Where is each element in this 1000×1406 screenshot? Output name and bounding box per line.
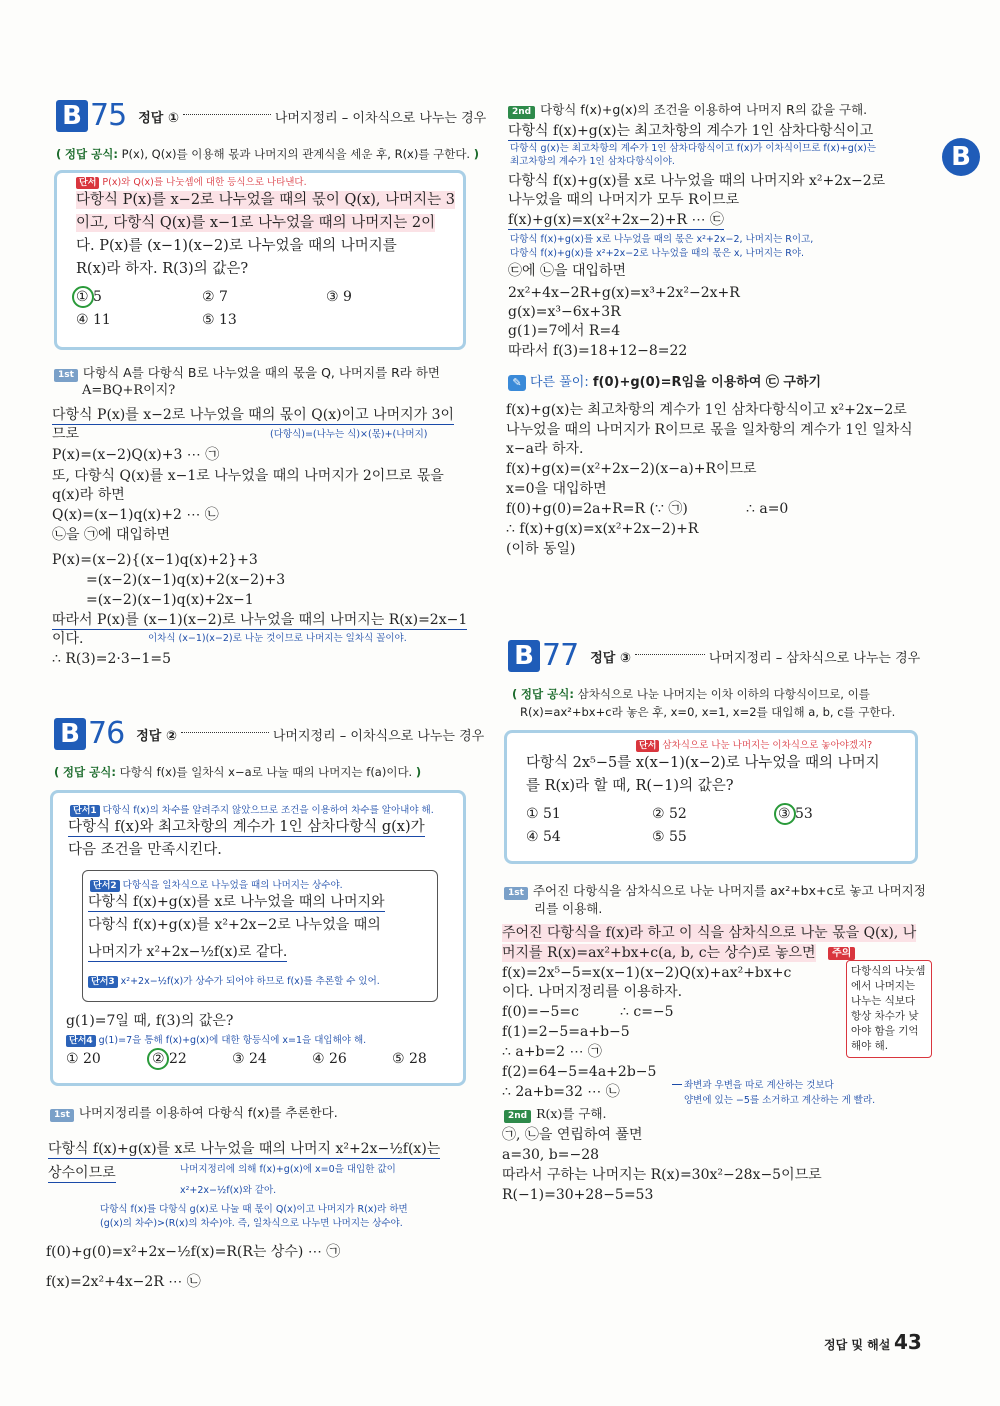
problem-76-header [54,718,484,750]
choice-1[interactable]: ① 20 [66,1051,101,1067]
formula-line: ( 정답 공식: 다항식 f(x)를 일차식 x−a로 나눌 때의 나머지는 f(a)이다. ) [54,765,422,779]
topic-label: 나머지정리 – 삼차식으로 나누는 경우 [708,650,921,666]
solution-line: f(x)=2x²+4x−2R ⋯ ㉡ [46,1274,201,1290]
condition-text: 나머지가 x²+2x−½f(x)로 같다. [88,944,288,960]
step-2nd: 2nd 다항식 f(x)+g(x)의 조건을 이용하여 나머지 R의 값을 구해. [508,101,867,119]
choice-3[interactable]: ③ 24 [232,1051,267,1067]
solution-line: 다항식 f(x)+g(x)를 x로 나누었을 때의 나머지와 x²+2x−2로 [508,173,886,189]
step-1st: 1st 나머지정리를 이용하여 다항식 f(x)를 추론한다. [50,1104,338,1122]
solution-line: P(x)=(x−2)Q(x)+3 ⋯ ㉠ [52,447,220,463]
alt-line: ∴ f(x)+g(x)=x(x²+2x−2)+R [506,521,699,537]
problem-text: 다음 조건을 만족시킨다. [68,842,222,858]
solution-line: ∴ 2a+b=32 ⋯ ㉡ [502,1084,620,1100]
topic-label: 나머지정리 – 이차식으로 나누는 경우 [272,728,485,744]
alt-line: (이하 동일) [506,541,576,557]
solution-line: 상수이므로 [48,1165,116,1181]
problem-text: 다항식 2x⁵−5를 x(x−1)(x−2)로 나누었을 때의 나머지 [526,755,880,771]
alt-line: ∴ a=0 [746,501,789,517]
solution-note: 다항식 f(x)를 다항식 g(x)로 나눌 때 몫이 Q(x)이고 나머지가 R(x)라 하면 [100,1204,408,1215]
solution-line: f(1)=2−5=a+b−5 [502,1024,630,1040]
alt-line: f(x)+g(x)는 최고차항의 계수가 1인 삼차다항식이고 x²+2x−2로 [506,402,907,418]
solution-line: 따라서 f(3)=18+12−8=22 [508,343,688,359]
choice-4[interactable]: ④ 54 [526,829,561,845]
solution-line: f(2)=64−5=4a+2b−5 [502,1064,657,1080]
condition-text: 다항식 f(x)+g(x)를 x로 나누었을 때의 나머지와 [88,894,385,910]
solution-line: 다항식 f(x)+g(x)는 최고차항의 계수가 1인 삼차다항식이고 [508,123,874,139]
solution-line: 이다. [52,631,84,647]
formula-line: ( 정답 공식: 삼차식으로 나눈 나머지는 이차 이하의 다항식이므로, 이를 [512,687,870,701]
level-badge: B [54,718,86,750]
side-section-badge: B [942,138,980,176]
alt-solution-icon: ✎ [508,375,526,391]
solution-line: f(0)=−5=c [502,1004,579,1020]
step-2nd: 2nd R(x)를 구해. [504,1105,607,1123]
correct-answer-circle [147,1048,169,1070]
caution-tag: 주의 [828,947,855,960]
choice-5[interactable]: ⑤ 13 [202,312,237,328]
step-1st: 1st 다항식 A를 다항식 B로 나누었을 때의 몫을 Q, 나머지를 R라 하면 [54,364,440,382]
choice-2[interactable]: ② 22 [152,1051,187,1067]
step-1st: 1st 주어진 다항식을 삼차식으로 나눈 나머지를 ax²+bx+c로 놓고 나머지정 [504,882,926,900]
solution-line: ∴ R(3)=2·3−1=5 [52,651,171,667]
solution-line: g(x)=x³−6x+3R [508,304,621,320]
problem-number: 75 [90,98,127,133]
choice-3[interactable]: ③ 53 [778,806,813,822]
solution-line: ㉠, ㉡을 연립하여 풀면 [502,1127,643,1143]
level-badge: B [56,100,88,132]
problem-number: 77 [542,638,579,673]
solution-line: 따라서 P(x)를 (x−1)(x−2)로 나누었을 때의 나머지는 R(x)=2x−1 [52,612,468,628]
choice-2[interactable]: ② 7 [202,289,228,305]
choice-3[interactable]: ③ 9 [326,289,352,305]
solution-line: 또, 다항식 Q(x)를 x−1로 나누었을 때의 나머지가 2이므로 몫을 [52,468,444,484]
hint-76-2: 단서2 다항식을 일차식으로 나누었을 때의 나머지는 상수야. [90,880,343,892]
question-text: g(1)=7일 때, f(3)의 값은? [66,1013,234,1029]
alt-line: f(x)+g(x)=(x²+2x−2)(x−a)+R이므로 [506,461,757,477]
alt-line: x−a라 하자. [506,441,584,457]
solution-line: g(1)=7에서 R=4 [508,323,621,339]
solution-note: 다항식 f(x)+g(x)를 x로 나누었을 때의 몫은 x²+2x−2, 나머지는 R이고, [510,234,814,245]
problem-number: 76 [88,716,125,751]
footer-label: 정답 및 해설 [824,1338,891,1352]
solution-line: f(x)=2x⁵−5=x(x−1)(x−2)Q(x)+ax²+bx+c [502,965,792,981]
solution-note: 나머지정리에 의해 f(x)+g(x)에 x=0을 대입한 값이 [180,1164,396,1175]
level-badge: B [508,640,540,672]
arrow-line [672,1084,682,1085]
choice-5[interactable]: ⑤ 55 [652,829,687,845]
choice-5[interactable]: ⑤ 28 [392,1051,427,1067]
correct-answer-circle [72,286,94,308]
solution-line: R(−1)=30+28−5=53 [502,1187,654,1203]
solution-line: P(x)=(x−2){(x−1)q(x)+2}+3 [52,552,258,568]
solution-note: x²+2x−½f(x)와 같아. [180,1185,277,1196]
correct-answer-circle [774,803,796,825]
caution-note: 다항식의 나눗셈에서 나머지는 나누는 식보다 항상 차수가 낮아야 함을 기억해야 해. [846,960,932,1058]
problem-77-header [508,640,920,672]
hint-76-1: 단서1 다항식 f(x)의 차수를 알려주지 않았으므로 조건을 이용하여 차수를 알아내야 해. [70,805,434,817]
solution-note: 다항식 f(x)+g(x)를 x²+2x−2로 나누었을 때의 몫은 x, 나머지는 R야. [510,248,805,259]
choice-1[interactable]: ① 51 [526,806,561,822]
alt-line: x=0을 대입하면 [506,481,607,497]
alt-line: f(0)+g(0)=2a+R=R (∵ ㉠) [506,501,688,517]
step-1st-cont: 리를 이용해. [534,901,603,916]
arrow-note: 좌변과 우변을 따로 계산하는 것보다 [684,1080,834,1091]
solution-line: 다항식 P(x)를 x−2로 나누었을 때의 몫이 Q(x)이고 나머지가 3이 [52,407,455,423]
answer-label: 정답 ② [136,728,177,744]
solution-line: 주어진 다항식을 f(x)라 하고 이 식을 삼차식으로 나눈 몫을 Q(x), 나 [502,925,917,941]
choice-4[interactable]: ④ 26 [312,1051,347,1067]
solution-line: ㉢에 ㉡을 대입하면 [508,263,627,279]
problem-text: 를 R(x)라 할 때, R(−1)의 값은? [526,778,734,794]
hint-76-3: 단서3 x²+2x−½f(x)가 상수가 되어야 하므로 f(x)를 추론할 수 있어. [88,976,380,988]
page-number: 43 [894,1330,922,1354]
solution-line: 따라서 구하는 나머지는 R(x)=30x²−28x−5이므로 [502,1167,822,1183]
hint-75: 단서 P(x)와 Q(x)를 나눗셈에 대한 등식으로 나타낸다. [76,177,307,189]
choice-1[interactable]: ① 5 [76,289,102,305]
solution-line: ∴ a+b=2 ⋯ ㉠ [502,1044,602,1060]
problem-text: 이고, 다항식 Q(x)를 x−1로 나누었을 때의 나머지는 2이 [76,215,436,231]
alt-solution-header: ✎ 다른 풀이: f(0)+g(0)=R임을 이용하여 ㉢ 구하기 [508,374,821,392]
solution-line: f(0)+g(0)=x²+2x−½f(x)=R(R는 상수) ⋯ ㉠ [46,1244,341,1260]
solution-note: 이차식 (x−1)(x−2)로 나눈 것이므로 나머지는 일차식 꼴이야. [148,633,407,644]
answer-label: 정답 ③ [590,650,631,666]
formula-line: ( 정답 공식: P(x), Q(x)를 이용해 몫과 나머지의 관계식을 세운 후, R(x)를 구한다. ) [56,147,480,161]
solution-line: a=30, b=−28 [502,1147,600,1163]
solution-note: 최고차항의 계수가 1인 삼차다항식이야. [510,156,675,167]
solution-note: (g(x)의 차수)>(R(x)의 차수)야. 즉, 일차식으로 나누면 나머지는 상수야. [100,1218,403,1229]
step-1st-formula: A=BQ+R이지? [82,383,176,398]
solution-line: =(x−2)(x−1)q(x)+2(x−2)+3 [86,572,286,588]
problem-text: 다항식 P(x)를 x−2로 나누었을 때의 몫이 Q(x), 나머지는 3 [76,192,456,208]
solution-line: 이다. 나머지정리를 이용하자. [502,984,683,1000]
solution-line: ㉡을 ㉠에 대입하면 [52,527,171,543]
problem-text: 다. P(x)를 (x−1)(x−2)로 나누었을 때의 나머지를 [76,238,397,254]
choice-4[interactable]: ④ 11 [76,312,111,328]
solution-line: 므로 [52,426,80,442]
solution-line: q(x)라 하면 [52,487,125,503]
alt-line: 나누었을 때의 나머지가 R이므로 몫을 일차항의 계수가 1인 일차식 [506,422,913,438]
problem-text: R(x)라 하자. R(3)의 값은? [76,261,249,277]
solution-line: 다항식 f(x)+g(x)를 x로 나누었을 때의 나머지 x²+2x−½f(x)는 [48,1141,441,1157]
hint-76-4: 단서4 g(1)=7을 통해 f(x)+g(x)에 대한 항등식에 x=1을 대입해야 해. [66,1035,366,1047]
condition-text: 다항식 f(x)+g(x)를 x²+2x−2로 나누었을 때의 [88,917,381,933]
solution-note: 다항식 g(x)는 최고차항의 계수가 1인 삼차다항식이고 f(x)가 이차식이므로 f(x)+g(x)는 [510,143,877,154]
choice-2[interactable]: ② 52 [652,806,687,822]
arrow-note: 양변에 있는 −5를 소거하고 계산하는 게 빨라. [684,1095,876,1106]
problem-75-header [56,100,486,132]
hint-77: 단서 삼차식으로 나눈 나머지는 이차식으로 놓아야겠지? [636,740,872,752]
solution-note: (다항식)=(나누는 식)×(몫)+(나머지) [270,429,428,440]
answer-label: 정답 ① [138,110,179,126]
solution-line: f(x)+g(x)=x(x²+2x−2)+R ⋯ ㉢ [508,212,724,228]
problem-text: 다항식 f(x)와 최고차항의 계수가 1인 삼차다항식 g(x)가 [68,819,425,835]
solution-line: 나누었을 때의 나머지가 모두 R이므로 [508,192,740,208]
solution-line: 2x²+4x−2R+g(x)=x³+2x²−2x+R [508,285,740,301]
solution-line: Q(x)=(x−1)q(x)+2 ⋯ ㉡ [52,507,219,523]
solution-line: =(x−2)(x−1)q(x)+2x−1 [86,592,254,608]
formula-line-2: R(x)=ax²+bx+c라 놓은 후, x=0, x=1, x=2를 대입해 a, b, c를 구한다. [520,705,896,719]
topic-label: 나머지정리 – 이차식으로 나누는 경우 [274,110,487,126]
solution-line: ∴ c=−5 [620,1004,674,1020]
solution-line: 머지를 R(x)=ax²+bx+c(a, b, c는 상수)로 놓으면 [502,945,816,961]
